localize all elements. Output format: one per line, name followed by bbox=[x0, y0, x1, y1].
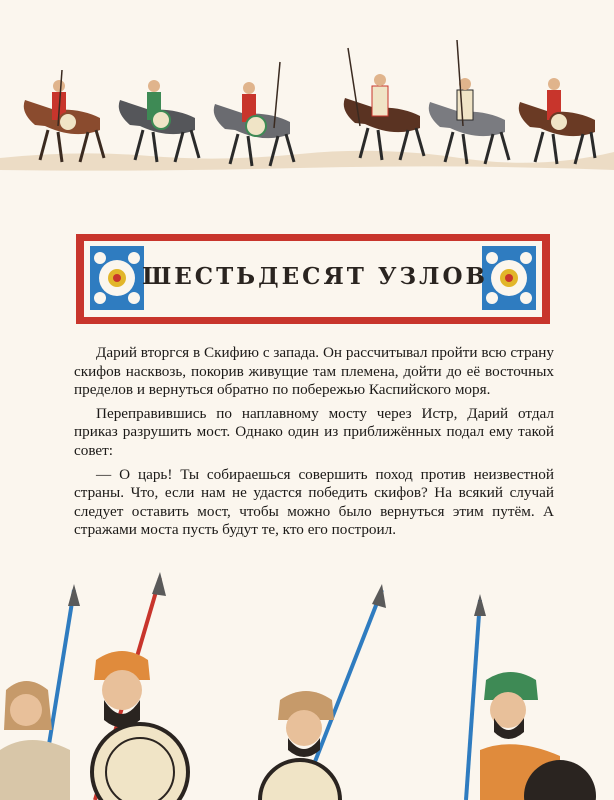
soldier-figure bbox=[92, 651, 188, 800]
horseman-figure bbox=[519, 78, 595, 164]
paragraph: Переправившись по наплавному мосту через Истр, Дарий отдал приказ разрушить мост. Однако один из приближённых подал ему такой совет: bbox=[74, 404, 554, 459]
soldier-figure bbox=[480, 672, 596, 800]
spiral-ornament-icon bbox=[482, 246, 536, 310]
horseman-figure bbox=[344, 48, 424, 160]
paragraph: Дарий вторгся в Скифию с запада. Он рассчитывал пройти всю страну скифов насквозь, покорив живущие там племена, дойти до её восточных пределов и вернуться обратно по побережью Каспийского моря. bbox=[74, 344, 554, 399]
story-text bbox=[74, 344, 554, 545]
horseman-figure bbox=[214, 62, 294, 166]
paragraph: — О царь! Ты собираешься совершить поход против неизвестной страны. Что, если нам не удастся победить скифов? На всякий случай следует оставить мост, чтобы можно было вернуться этим путём. А стражами моста пусть будут те, кто его построил. bbox=[74, 465, 554, 539]
horsemen-illustration bbox=[0, 30, 614, 180]
spearmen-illustration bbox=[0, 560, 614, 800]
soldier-figure bbox=[260, 691, 340, 800]
chapter-title: ШЕСТЬДЕСЯТ УЗЛОВ bbox=[142, 262, 488, 290]
horseman-figure bbox=[119, 80, 199, 162]
soldier-figure bbox=[0, 681, 70, 800]
horseman-figure bbox=[429, 40, 509, 164]
horseman-figure bbox=[24, 70, 104, 162]
spiral-ornament-icon bbox=[90, 246, 144, 310]
